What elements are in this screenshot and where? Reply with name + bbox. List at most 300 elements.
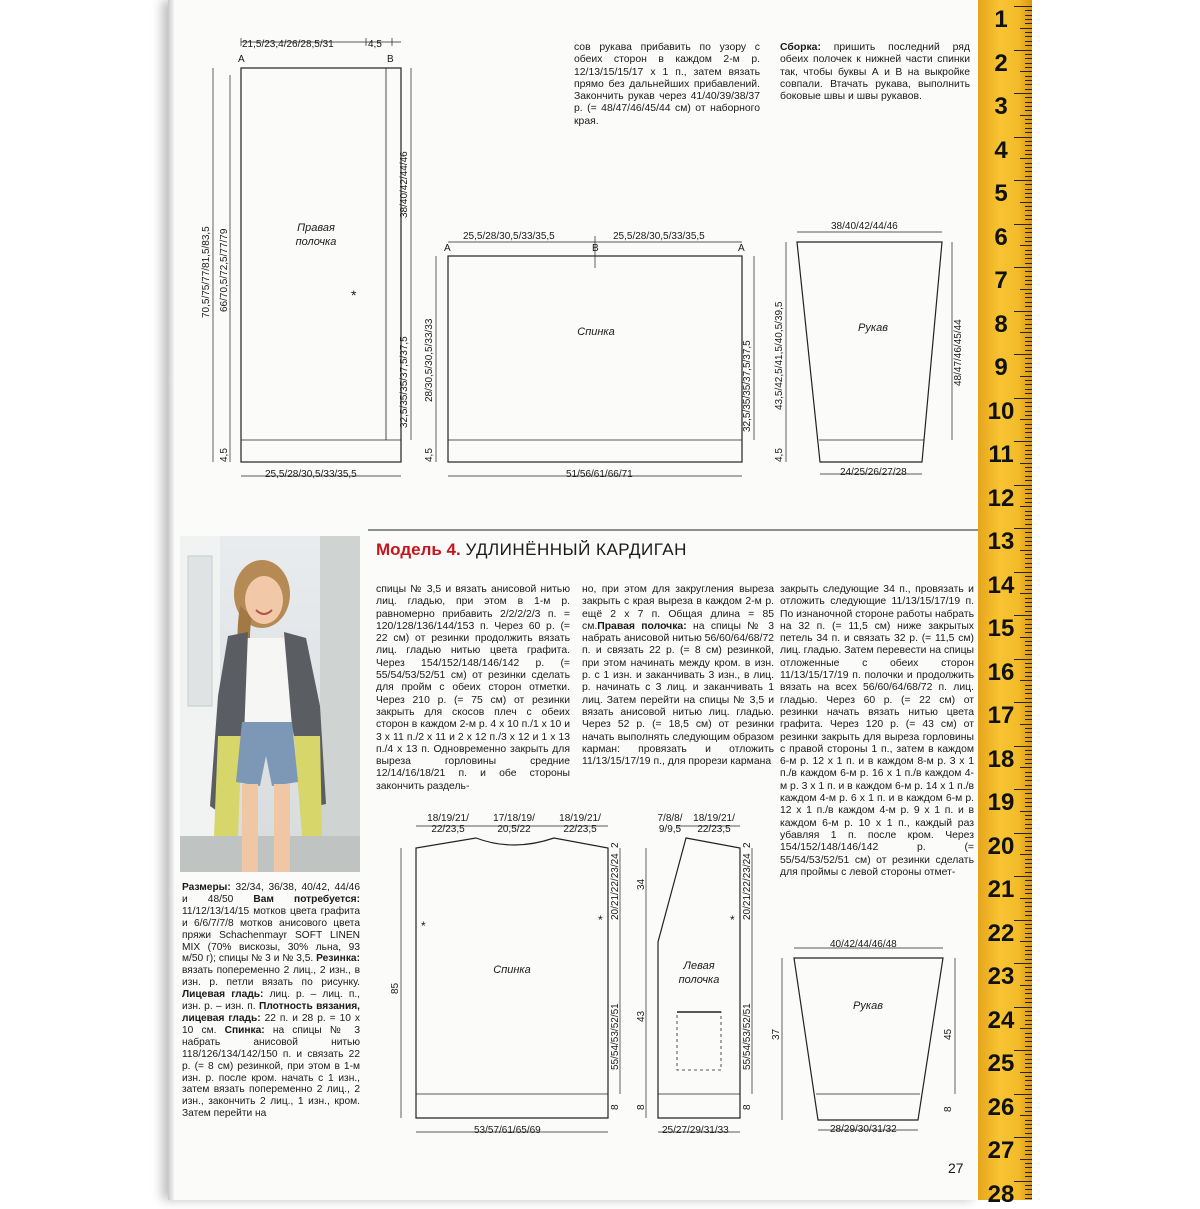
- tape-tick: [1020, 28, 1032, 29]
- model-figure-image: [180, 536, 360, 872]
- tape-tick: [1025, 337, 1032, 338]
- top-text-assembly: Сборка: пришить последний ряд обеих полочек к нижней части спинки так, чтобы буквы А и В на выкройке совпали. Втачать рукава, выполнить боковые швы и швы рукавов.: [780, 42, 970, 103]
- front-height-inner: 66/70,5/72,5/77/79: [219, 228, 230, 312]
- tape-tick: [1025, 976, 1032, 977]
- front-piece-outline: [241, 68, 401, 462]
- tape-tick: [1025, 880, 1032, 881]
- tape-tick: [1025, 1133, 1032, 1134]
- back-point-b: B: [592, 243, 599, 254]
- tape-tick: [1014, 137, 1032, 138]
- back2-top-mid: 17/18/19/ 20,5/22: [493, 813, 535, 835]
- tape-tick: [1025, 776, 1032, 777]
- tape-number: 17: [987, 702, 1015, 729]
- tape-tick: [1020, 941, 1032, 942]
- tape-tick: [1025, 406, 1032, 407]
- sleeve-rib: 4,5: [774, 448, 785, 462]
- tape-tick: [1025, 293, 1032, 294]
- tape-tick: [1025, 1085, 1032, 1086]
- tape-tick: [1025, 685, 1032, 686]
- tape-tick: [1025, 36, 1032, 37]
- tape-tick: [1014, 746, 1032, 747]
- tape-tick: [1025, 97, 1032, 98]
- tape-tick: [1025, 1024, 1032, 1025]
- tape-tick: [1025, 1046, 1032, 1047]
- tape-tick: [1025, 284, 1032, 285]
- tape-tick: [1025, 780, 1032, 781]
- tape-tick: [1025, 1189, 1032, 1190]
- tape-tick: [1014, 224, 1032, 225]
- tape-number: 14: [987, 571, 1015, 599]
- tape-tick: [1025, 641, 1032, 642]
- tape-tick: [1025, 959, 1032, 960]
- tape-tick: [1025, 215, 1032, 216]
- tape-number: 12: [987, 484, 1015, 512]
- sleeve-left-height: 43,5/42,5/41,5/40,5/39,5: [774, 301, 785, 410]
- tape-number: 9: [994, 354, 1008, 381]
- back-point-a-left: A: [444, 243, 451, 254]
- tape-tick: [1014, 1007, 1032, 1008]
- tape-tick: [1014, 789, 1032, 790]
- front2-top-left: 7/8/8/ 9/9,5: [657, 813, 683, 835]
- back-piece-name: Спинка: [577, 326, 615, 338]
- back-top-left: 25,5/28/30,5/33/35,5: [463, 231, 555, 242]
- tape-tick: [1025, 324, 1032, 325]
- tape-tick: [1025, 628, 1032, 629]
- back2-top-right: 18/19/21/ 22/23,5: [559, 813, 601, 835]
- front2-rib-left: 8: [636, 1104, 647, 1110]
- tape-tick: [1025, 1198, 1032, 1199]
- tape-tick: [1025, 732, 1032, 733]
- tape-tick: [1025, 315, 1032, 316]
- sleeve-right-height: 48/47/46/45/44: [953, 319, 964, 386]
- tape-number: 4: [994, 136, 1008, 164]
- tape-tick: [1025, 1054, 1032, 1055]
- tape-tick: [1025, 210, 1032, 211]
- tape-tick: [1025, 63, 1032, 64]
- front-right-height-bottom: 32,5/35/35/37,5/37,5: [399, 336, 410, 428]
- tape-number: 15: [987, 615, 1015, 642]
- tape-tick: [1025, 415, 1032, 416]
- tape-tick: [1025, 698, 1032, 699]
- tape-tick: [1025, 772, 1032, 773]
- tape-tick: [1025, 1059, 1032, 1060]
- tape-tick: [1025, 363, 1032, 364]
- tape-tick: [1025, 545, 1032, 546]
- tape-tick: [1020, 332, 1032, 333]
- tape-tick: [1025, 384, 1032, 385]
- tape-tick: [1014, 354, 1032, 355]
- tape-tick: [1025, 345, 1032, 346]
- tape-tick: [1020, 854, 1032, 855]
- tape-tick: [1025, 1111, 1032, 1112]
- tape-tick: [1025, 741, 1032, 742]
- tape-tick: [1025, 328, 1032, 329]
- tape-tick: [1025, 576, 1032, 577]
- page-number: 27: [948, 1160, 964, 1176]
- sleeve-top-width: 38/40/42/44/46: [831, 221, 898, 232]
- tape-tick: [1025, 454, 1032, 455]
- tape-tick: [1025, 1098, 1032, 1099]
- tape-tick: [1025, 645, 1032, 646]
- tape-tick: [1025, 998, 1032, 999]
- front-right-height-top: 38/40/42/44/46: [399, 151, 410, 218]
- back-right-height: 32,5/35/35/37,5/37,5: [742, 340, 753, 432]
- tape-tick: [1025, 1172, 1032, 1173]
- tape-tick: [1025, 189, 1032, 190]
- tape-tick: [1025, 515, 1032, 516]
- tape-tick: [1025, 184, 1032, 185]
- front-height-outer: 70,5/75/77/81,5/83,5: [201, 226, 212, 318]
- tape-tick: [1025, 863, 1032, 864]
- tape-tick: [1014, 1050, 1032, 1051]
- tape-tick: [1025, 602, 1032, 603]
- back2-outline: [416, 838, 608, 1118]
- tape-tick: [1025, 928, 1032, 929]
- tape-tick: [1025, 228, 1032, 229]
- tape-tick: [1025, 1076, 1032, 1077]
- front2-left-top: 34: [636, 878, 647, 890]
- tape-tick: [1025, 280, 1032, 281]
- tape-tick: [1025, 759, 1032, 760]
- tape-tick: [1025, 167, 1032, 168]
- specs-text: Размеры: 32/34, 36/38, 40/42, 44/46 и 48/50 Вам потребуется: 11/12/13/14/15 мотков цвета графита и 6/6/7/7/8 мотков анисового цвета пряжи Schachenmayr SOFT LINEN MIX (70% вискозы, 30% льна, 93 м/50 г); спицы № 3 и № 3,5. Резинка: вязать попеременно 2 лиц., 2 изн., в изн. р. петли вязать по рисунку. Лицевая гладь: лиц. р. – лиц. п., изн. р. – изн. п. Плотность вязания, лицевая гладь: 22 п. и 28 р. = 10 х 10 см. Спинка: на спицы № 3 набрать анисовой нитью 118/126/134/142/150 п. и связать 22 р. (= 8 см) резинкой, при этом в 1-м изн. р. после кром. начать с 1 изн., затем вязать попеременно 2 лиц., 2 изн., закончить 2 лиц., 1 изн., кром. Затем перейти на: [182, 882, 361, 1120]
- tape-number: 27: [987, 1137, 1015, 1164]
- tape-tick: [1025, 367, 1032, 368]
- tape-tick: [1025, 163, 1032, 164]
- tape-tick: [1014, 485, 1032, 486]
- tape-tick: [1025, 667, 1032, 668]
- tape-tick: [1014, 920, 1032, 921]
- tape-tick: [1025, 393, 1032, 394]
- tape-tick: [1025, 1185, 1032, 1186]
- tape-tick: [1020, 637, 1032, 638]
- tape-tick: [1025, 219, 1032, 220]
- tape-tick: [1025, 915, 1032, 916]
- tape-tick: [1025, 145, 1032, 146]
- sleeve2-name: Рукав: [853, 1000, 883, 1012]
- sleeve2-bottom-width: 28/29/30/31/32: [830, 1124, 897, 1135]
- tape-tick: [1025, 993, 1032, 994]
- tape-tick: [1025, 524, 1032, 525]
- tape-tick: [1025, 1176, 1032, 1177]
- tape-tick: [1025, 389, 1032, 390]
- tape-tick: [1020, 724, 1032, 725]
- back-top-right: 25,5/28/30,5/33/35,5: [613, 231, 705, 242]
- tape-tick: [1025, 911, 1032, 912]
- tape-tick: [1025, 1150, 1032, 1151]
- tape-number: 24: [987, 1006, 1015, 1034]
- tape-tick: [1020, 419, 1032, 420]
- tape-tick: [1020, 158, 1032, 159]
- back2-right-bottom: 55/54/53/52/51: [610, 1003, 621, 1070]
- tape-tick: [1025, 824, 1032, 825]
- point-a: A: [238, 54, 245, 65]
- tape-number: 19: [987, 789, 1015, 816]
- tape-tick: [1020, 898, 1032, 899]
- tape-tick: [1025, 1080, 1032, 1081]
- tape-tick: [1020, 550, 1032, 551]
- tape-tick: [1025, 585, 1032, 586]
- tape-tick: [1025, 428, 1032, 429]
- tape-tick: [1020, 767, 1032, 768]
- back2-marker-left: *: [421, 919, 426, 933]
- tape-tick: [1025, 411, 1032, 412]
- tape-tick: [1025, 58, 1032, 59]
- tape-number: 18: [987, 745, 1015, 773]
- tape-tick: [1020, 376, 1032, 377]
- tape-tick: [1025, 41, 1032, 42]
- tape-tick: [1025, 498, 1032, 499]
- back-left-height: 28/30,5/30,5/33/33: [424, 318, 435, 402]
- tape-number: 2: [994, 49, 1008, 77]
- tape-tick: [1014, 659, 1032, 660]
- front2-left-mid: 43: [636, 1010, 647, 1022]
- tape-tick: [1025, 906, 1032, 907]
- tape-tick: [1025, 837, 1032, 838]
- tape-tick: [1025, 480, 1032, 481]
- tape-number: 28: [987, 1180, 1015, 1208]
- tape-tick: [1020, 593, 1032, 594]
- tape-tick: [1025, 967, 1032, 968]
- tape-tick: [1025, 19, 1032, 20]
- tape-number: 1: [994, 6, 1008, 33]
- point-b: B: [387, 54, 394, 65]
- tape-tick: [1020, 680, 1032, 681]
- tape-tick: [1025, 54, 1032, 55]
- tape-tick: [1025, 1020, 1032, 1021]
- back-piece-outline: [448, 256, 742, 462]
- tape-number: 6: [994, 223, 1008, 251]
- tape-number: 13: [987, 528, 1015, 555]
- tape-tick: [1025, 802, 1032, 803]
- tape-tick: [1025, 80, 1032, 81]
- tape-tick: [1025, 358, 1032, 359]
- tape-tick: [1025, 589, 1032, 590]
- tape-tick: [1025, 841, 1032, 842]
- tape-tick: [1014, 93, 1032, 94]
- tape-tick: [1014, 398, 1032, 399]
- tape-number: 22: [987, 919, 1015, 947]
- back2-height: 85: [390, 982, 401, 994]
- tape-tick: [1025, 632, 1032, 633]
- tape-tick: [1025, 950, 1032, 951]
- tape-tick: [1025, 1011, 1032, 1012]
- tape-tick: [1025, 176, 1032, 177]
- front-top-extra: 4,5: [368, 39, 382, 50]
- tape-tick: [1025, 493, 1032, 494]
- front-marker: *: [351, 287, 357, 303]
- tape-tick: [1014, 50, 1032, 51]
- tape-tick: [1025, 567, 1032, 568]
- tape-tick: [1025, 532, 1032, 533]
- tape-tick: [1025, 1124, 1032, 1125]
- tape-tick: [1025, 319, 1032, 320]
- tape-tick: [1025, 297, 1032, 298]
- tape-tick: [1025, 937, 1032, 938]
- front2-rib-right: 8: [742, 1104, 753, 1110]
- tape-tick: [1025, 445, 1032, 446]
- tape-tick: [1025, 276, 1032, 277]
- tape-tick: [1014, 528, 1032, 529]
- tape-tick: [1014, 311, 1032, 312]
- tape-tick: [1025, 1089, 1032, 1090]
- tape-tick: [1025, 1167, 1032, 1168]
- tape-tick: [1025, 15, 1032, 16]
- tape-tick: [1025, 424, 1032, 425]
- tape-number: 16: [987, 658, 1015, 686]
- tape-tick: [1020, 71, 1032, 72]
- tape-tick: [1025, 241, 1032, 242]
- tape-tick: [1025, 619, 1032, 620]
- tape-tick: [1025, 850, 1032, 851]
- tape-tick: [1025, 458, 1032, 459]
- tape-tick: [1025, 989, 1032, 990]
- sleeve2-top-width: 40/42/44/46/48: [830, 939, 897, 950]
- tape-tick: [1025, 580, 1032, 581]
- front2-bottom-width: 25/27/29/31/33: [662, 1125, 729, 1136]
- tape-number: 11: [988, 441, 1014, 468]
- text-column-3: закрыть следующие 34 п., провязать и отложить следующие 11/13/15/17/19 п. По изнаночной стороне работы набрать на 32 п. (= 11,5 см) ниже закрытых петель 34 п. и связать 32 р. (= 11,5 см) лиц. гладью. Затем перевести на спицы отложенные с обеих сторон 11/13/15/17/19 п. полочки и продолжить вязать на всех 56/60/64/68/72 п. лиц. гладью. Через 60 р. (= 22 см) от резинки начать вязать нитью цвета графита. Через 120 р. (= 43 см) от резинки закрыть для выреза горловины с правой стороны 1 п., затем в каждом 6-м р. 12 х 1 п. и в каждом 8-м р. 3 х 1 п./в каждом 6-м р. 16 х 1 п./в каждом 4-м р. 3 х 1 п. и в каждом 6-м р. 14 х 1 п./в каждом 4-м р. 6 х 1 п. и в каждом 6-м р. 12 х 1 п./в каждом 4-м р. 9 х 1 п. и в каждом 6-м р. 10 х 1 п., каждый раз убавляя 1 п. после кром. Через 154/152/148/146/142 р. (= 55/54/53/52/51 см) от резинки сделать для проймы с левой стороны отмет-: [780, 584, 974, 878]
- tape-tick: [1020, 985, 1032, 986]
- tape-tick: [1025, 263, 1032, 264]
- tape-number: 8: [994, 310, 1008, 338]
- tape-tick: [1025, 76, 1032, 77]
- sleeve-bottom-outline: [794, 958, 943, 1120]
- tape-tick: [1025, 819, 1032, 820]
- tape-tick: [1025, 1141, 1032, 1142]
- tape-tick: [1025, 511, 1032, 512]
- tape-tick: [1025, 554, 1032, 555]
- tape-tick: [1025, 250, 1032, 251]
- tape-tick: [1020, 811, 1032, 812]
- tape-tick: [1020, 289, 1032, 290]
- tape-tick: [1025, 402, 1032, 403]
- tape-tick: [1025, 128, 1032, 129]
- tape-tick: [1025, 933, 1032, 934]
- tape-tick: [1025, 306, 1032, 307]
- tape-tick: [1025, 350, 1032, 351]
- tape-tick: [1025, 954, 1032, 955]
- tape-tick: [1025, 467, 1032, 468]
- front2-top-right: 18/19/21/ 22/23,5: [693, 813, 735, 835]
- tape-tick: [1025, 371, 1032, 372]
- back2-shoulder: 2: [610, 842, 621, 848]
- tape-tick: [1025, 754, 1032, 755]
- model-heading: Модель 4. УДЛИНЁННЫЙ КАРДИГАН: [376, 540, 687, 559]
- top-text-middle: сов рукава прибавить по узору с обеих сторон в каждом 2-м р. 12/13/15/15/17 х 1 п., затем вязать прямо без дальнейших прибавлений. Закончить рукав через 41/40/39/38/37 р. (= 48/47/46/45/44 см) от наборного края.: [574, 42, 760, 127]
- tape-tick: [1025, 693, 1032, 694]
- tape-tick: [1025, 432, 1032, 433]
- tape-tick: [1025, 798, 1032, 799]
- back2-right-top: 20/21/22/23/24: [610, 853, 621, 920]
- tape-tick: [1025, 1107, 1032, 1108]
- back2-top-left: 18/19/21/ 22/23,5: [427, 813, 469, 835]
- tape-tick: [1025, 502, 1032, 503]
- tape-tick: [1014, 6, 1032, 7]
- tape-tick: [1020, 506, 1032, 507]
- tape-number: 7: [994, 267, 1008, 294]
- back2-rib: 8: [610, 1104, 621, 1110]
- front-bottom-width: 25,5/28/30,5/33/35,5: [265, 469, 357, 480]
- tape-tick: [1025, 45, 1032, 46]
- tape-tick: [1020, 463, 1032, 464]
- tape-tick: [1025, 23, 1032, 24]
- tape-tick: [1025, 437, 1032, 438]
- tape-number: 21: [987, 876, 1015, 903]
- text-column-2: но, при этом для закругления выреза закрыть с края выреза в каждом 2-м р. ещё 2 х 7 п. Общая длина = 85 см.Правая полочка: на спицы № 3 набрать анисовой нитью 56/60/64/68/72 п. и связать 22 р. (= 8 см) резинкой, при этом начинать между кром. в изн. р. с 1 изн. и заканчивать 3 изн., в лиц. р. начинать с 3 лиц. и заканчивать 1 лиц. Затем перейти на спицы № 3,5 и вязать анисовой нитью лиц. гладью. Через 52 р. (= 18,5 см) от резинки начать выполнять следующим образом карман: провязать и отложить 11/13/15/17/19 п., для прорези кармана: [582, 584, 774, 768]
- front-top-width: 21,5/23,4/26/28,5/31: [242, 39, 334, 50]
- tape-tick: [1025, 254, 1032, 255]
- tape-tick: [1025, 654, 1032, 655]
- tape-tick: [1025, 611, 1032, 612]
- tape-tick: [1025, 237, 1032, 238]
- front-rib: 4,5: [219, 448, 230, 462]
- tape-number: 3: [994, 93, 1008, 120]
- tape-tick: [1025, 689, 1032, 690]
- tape-tick: [1020, 1028, 1032, 1029]
- tape-tick: [1025, 380, 1032, 381]
- tape-tick: [1025, 519, 1032, 520]
- tape-tick: [1020, 202, 1032, 203]
- tape-tick: [1025, 302, 1032, 303]
- tape-tick: [1025, 1063, 1032, 1064]
- tape-tick: [1025, 1015, 1032, 1016]
- tape-tick: [1025, 471, 1032, 472]
- tape-tick: [1025, 715, 1032, 716]
- tape-tick: [1025, 889, 1032, 890]
- tape-number: 26: [987, 1093, 1015, 1121]
- model-photo: [180, 536, 360, 872]
- sleeve2-rib: 8: [943, 1106, 954, 1112]
- tape-tick: [1025, 893, 1032, 894]
- tape-tick: [1025, 1194, 1032, 1195]
- tape-tick: [1025, 606, 1032, 607]
- tape-tick: [1025, 89, 1032, 90]
- tape-tick: [1014, 615, 1032, 616]
- tape-tick: [1025, 972, 1032, 973]
- tape-tick: [1025, 763, 1032, 764]
- tape-tick: [1025, 1154, 1032, 1155]
- tape-tick: [1025, 1033, 1032, 1034]
- tape-tick: [1025, 737, 1032, 738]
- tape-tick: [1014, 1137, 1032, 1138]
- tape-tick: [1025, 885, 1032, 886]
- tape-tick: [1025, 67, 1032, 68]
- tape-tick: [1014, 833, 1032, 834]
- back-rib: 4,5: [424, 448, 435, 462]
- tape-tick: [1025, 1002, 1032, 1003]
- tape-number: 20: [987, 832, 1015, 860]
- tape-tick: [1025, 1037, 1032, 1038]
- tape-tick: [1025, 946, 1032, 947]
- tape-tick: [1025, 846, 1032, 847]
- tape-tick: [1025, 150, 1032, 151]
- tape-tick: [1025, 193, 1032, 194]
- tape-tick: [1025, 828, 1032, 829]
- tape-tick: [1025, 537, 1032, 538]
- tape-tick: [1025, 859, 1032, 860]
- sleeve2-right-height: 45: [943, 1028, 954, 1040]
- tape-tick: [1025, 1120, 1032, 1121]
- tape-tick: [1025, 232, 1032, 233]
- tape-tick: [1020, 1072, 1032, 1073]
- tape-tick: [1025, 676, 1032, 677]
- tape-tick: [1025, 558, 1032, 559]
- tape-tick: [1025, 110, 1032, 111]
- tape-tick: [1025, 106, 1032, 107]
- tape-tick: [1025, 258, 1032, 259]
- tape-number: 5: [994, 180, 1008, 207]
